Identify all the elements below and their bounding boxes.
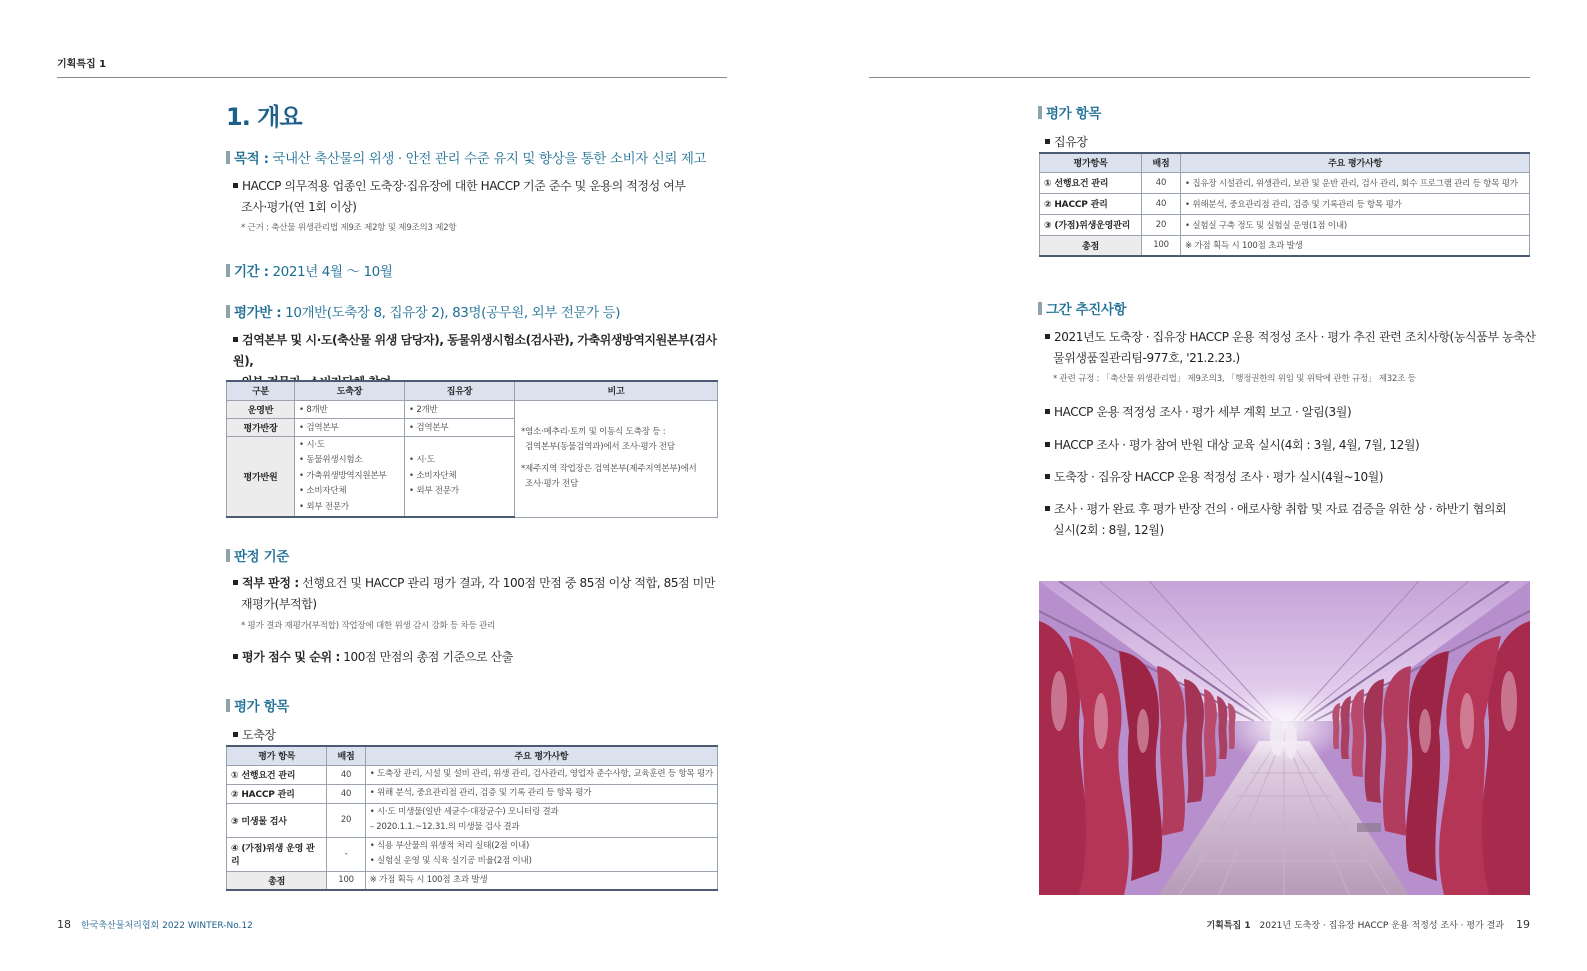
- bullet-square: [1045, 442, 1050, 447]
- bullet-square: [233, 337, 238, 342]
- col-header: 도축장: [295, 381, 405, 400]
- progress-bullet-1: 2021년도 도축장 · 집유장 HACCP 운용 적정성 조사 · 평가 추진 관련 조치사항(농식품부 농축산 물위생품질관리팀-977호, '21.2.23.): [1045, 327, 1540, 369]
- row-label: ① 선행요건 관리: [1040, 172, 1142, 193]
- cold-storage-photo: [1039, 581, 1530, 895]
- header-rule-right: [869, 77, 1530, 78]
- bullet-square: [233, 580, 238, 585]
- desc-cell: • 도축장 관리, 시설 및 설비 관리, 위생 관리, 검사관리, 영업자 준수사항, 교육훈련 등 항목 평가: [365, 765, 717, 784]
- purpose-note: * 근거 : 축산물 위생관리법 제9조 제2항 및 제9조의3 제2항: [241, 223, 457, 233]
- bullet-square: [1045, 409, 1050, 414]
- purpose-heading: 목적 : 국내산 축산물의 위생 · 안전 관리 수준 유지 및 향상을 통한 소비자 신뢰 제고: [226, 147, 706, 167]
- table-row: [227, 765, 718, 784]
- col-header: 평가 항목: [227, 746, 327, 765]
- heading-marker: [226, 699, 230, 712]
- remark-cell: *염소·메추리·토끼 및 이동식 도축장 등 : 검역본부(동물검역과)에서 조사·평가 전담 *제주지역 작업장은 검역본부(제주지역본부)에서 조사·평가 전담: [515, 400, 718, 517]
- row-label: ④ (가점)위생 운영 관리: [227, 837, 327, 871]
- table-row: [1040, 172, 1530, 193]
- progress-bullet-3: HACCP 조사 · 평가 참여 반원 대상 교육 실시(4회 : 3월, 4월, 7월, 12월): [1045, 435, 1540, 456]
- desc-cell: ※ 가점 획득 시 100점 초과 발생: [365, 871, 717, 890]
- heading-marker: [226, 549, 230, 562]
- table-row: [227, 784, 718, 803]
- row-label: 평가반장: [227, 418, 295, 436]
- heading-marker: [226, 264, 230, 277]
- table-cell: • 검역본부: [295, 418, 405, 436]
- table-row: [227, 400, 718, 418]
- score-cell: 100: [1142, 235, 1181, 256]
- table-cell: • 8개반: [295, 400, 405, 418]
- eval-sub-slaughter: 도축장: [233, 726, 276, 743]
- bullet-square: [233, 183, 238, 188]
- score-cell: 40: [1142, 193, 1181, 214]
- table-cell: • 검역본부: [405, 418, 515, 436]
- col-header: 배점: [1142, 153, 1181, 172]
- score-cell: 100: [327, 871, 365, 890]
- row-label: ③ (가점)위생운영관리: [1040, 214, 1142, 235]
- table-row: [227, 871, 718, 890]
- col-header: 비고: [515, 381, 718, 400]
- heading-marker: [226, 305, 230, 318]
- score-cell: 40: [327, 765, 365, 784]
- header-rule-left: [57, 77, 727, 78]
- table-row: [227, 803, 718, 837]
- milk-eval-table: [1039, 152, 1530, 257]
- page-number-right: 19: [1516, 918, 1530, 931]
- score-cell: -: [327, 837, 365, 871]
- desc-cell: ※ 가점 획득 시 100점 초과 발생: [1181, 235, 1530, 256]
- heading-marker: [226, 151, 230, 164]
- col-header: 평가항목: [1040, 153, 1142, 172]
- eval-sub-milk: 집유장: [1045, 133, 1088, 150]
- col-header: 구분: [227, 381, 295, 400]
- heading-marker: [1038, 106, 1042, 119]
- purpose-bullet: HACCP 의무적용 업종인 도축장·집유장에 대한 HACCP 기준 준수 및 운용의 적정성 여부 조사·평가(연 1회 이상): [233, 176, 713, 218]
- eval-heading-right: 평가 항목: [1038, 102, 1101, 122]
- bullet-square: [1045, 139, 1050, 144]
- col-header: 주요 평가사항: [365, 746, 717, 765]
- score-cell: 40: [327, 784, 365, 803]
- table-row: [227, 837, 718, 871]
- bullet-square: [1045, 506, 1050, 511]
- judgment-bullet-2: 평가 점수 및 순위 : 100점 만점의 총점 기준으로 산출: [233, 647, 719, 668]
- desc-cell: • 식용 부산물의 위생적 처리 실태(2점 이내) • 실험실 운영 및 식육 실기공 비율(2점 이내): [365, 837, 717, 871]
- footer-left: [57, 918, 253, 931]
- judgment-note: * 평가 결과 재평가(부적합) 작업장에 대한 위생 감시 강화 등 차등 관리: [241, 621, 496, 631]
- heading-marker: [1038, 302, 1042, 315]
- row-label: 총점: [1040, 235, 1142, 256]
- progress-note: * 관련 규정 : 「축산물 위생관리법」 제9조의3, 「행정권한의 위임 및 위탁에 관한 규정」 제32조 등: [1053, 374, 1416, 384]
- footer-article-title: 2021년 도축장 · 집유장 HACCP 운용 적정성 조사 · 평가 결과: [1259, 921, 1504, 931]
- page-number-left: 18: [57, 918, 71, 931]
- row-label: ② HACCP 관리: [227, 784, 327, 803]
- footer-right: [1206, 918, 1530, 931]
- row-label: 운영반: [227, 400, 295, 418]
- table-row: [1040, 235, 1530, 256]
- table-cell: • 시·도 • 소비자단체 • 외부 전문가: [405, 436, 515, 517]
- judgment-bullet-1: 적부 판정 : 선행요건 및 HACCP 관리 평가 결과, 각 100점 만점 중 85점 이상 적합, 85점 미만 재평가(부적합): [233, 573, 719, 615]
- page-title: 1. 개요: [226, 103, 302, 131]
- row-label: 총점: [227, 871, 327, 890]
- slaughter-eval-table: [226, 745, 718, 891]
- row-label: ② HACCP 관리: [1040, 193, 1142, 214]
- progress-heading: 그간 추진사항: [1038, 298, 1126, 318]
- col-header: 배점: [327, 746, 365, 765]
- col-header: 집유장: [405, 381, 515, 400]
- bullet-square: [1045, 474, 1050, 479]
- bullet-square: [233, 732, 238, 737]
- team-heading: 평가반 : 10개반(도축장 8, 집유장 2), 83명(공무원, 외부 전문가 등): [226, 301, 620, 321]
- bullet-square: [233, 654, 238, 659]
- desc-cell: • 실험실 구축 정도 및 실험실 운영(1점 이내): [1181, 214, 1530, 235]
- row-label: 평가반원: [227, 436, 295, 517]
- table-cell: • 시·도 • 동물위생시험소 • 가축위생방역지원본부 • 소비자단체 • 외부 전문가: [295, 436, 405, 517]
- bullet-square: [1045, 334, 1050, 339]
- score-cell: 40: [1142, 172, 1181, 193]
- progress-bullet-4: 도축장 · 집유장 HACCP 운용 적정성 조사 · 평가 실시(4월~10월): [1045, 467, 1540, 488]
- progress-bullet-5: 조사 · 평가 완료 후 평가 반장 건의 · 애로사항 취합 및 자료 검증을 위한 상 · 하반기 협의회 실시(2회 : 8월, 12월): [1045, 499, 1540, 541]
- section-tag: 기획특집 1: [57, 59, 107, 70]
- table-cell: • 2개반: [405, 400, 515, 418]
- desc-cell: • 집유장 시설관리, 위생관리, 보관 및 운반 관리, 검사 관리, 회수 프로그램 관리 등 항목 평가: [1181, 172, 1530, 193]
- table-row: [1040, 214, 1530, 235]
- carcass-corridor-illustration: [1039, 581, 1530, 895]
- score-cell: 20: [1142, 214, 1181, 235]
- team-table: [226, 380, 718, 518]
- desc-cell: • 시·도 미생물(일반 세균수·대장균수) 모니터링 결과 – 2020.1.1.~12.31.의 미생물 검사 결과: [365, 803, 717, 837]
- judgment-heading: 판정 기준: [226, 545, 289, 565]
- progress-bullet-2: HACCP 운용 적정성 조사 · 평가 세부 계획 보고 · 알림(3월): [1045, 402, 1540, 423]
- row-label: ③ 미생물 검사: [227, 803, 327, 837]
- score-cell: 20: [327, 803, 365, 837]
- table-row: [1040, 193, 1530, 214]
- footer-section-tag: 기획특집 1: [1206, 921, 1251, 931]
- publication-name: 한국축산물처리협회 2022 WINTER-No.12: [81, 921, 253, 931]
- row-label: ① 선행요건 관리: [227, 765, 327, 784]
- team-bullet: 검역본부 및 시·도(축산물 위생 담당자), 동물위생시험소(검사관), 가축위생방역지원본부(검사원),: [233, 333, 717, 368]
- col-header: 주요 평가사항: [1181, 153, 1530, 172]
- eval-heading-left: 평가 항목: [226, 695, 289, 715]
- desc-cell: • 위해분석, 중요관리점 관리, 검증 및 기록관리 등 항목 평가: [1181, 193, 1530, 214]
- period-heading: 기간 : 2021년 4월 ～ 10월: [226, 260, 393, 280]
- desc-cell: • 위해 분석, 중요관리점 관리, 검증 및 기록 관리 등 항목 평가: [365, 784, 717, 803]
